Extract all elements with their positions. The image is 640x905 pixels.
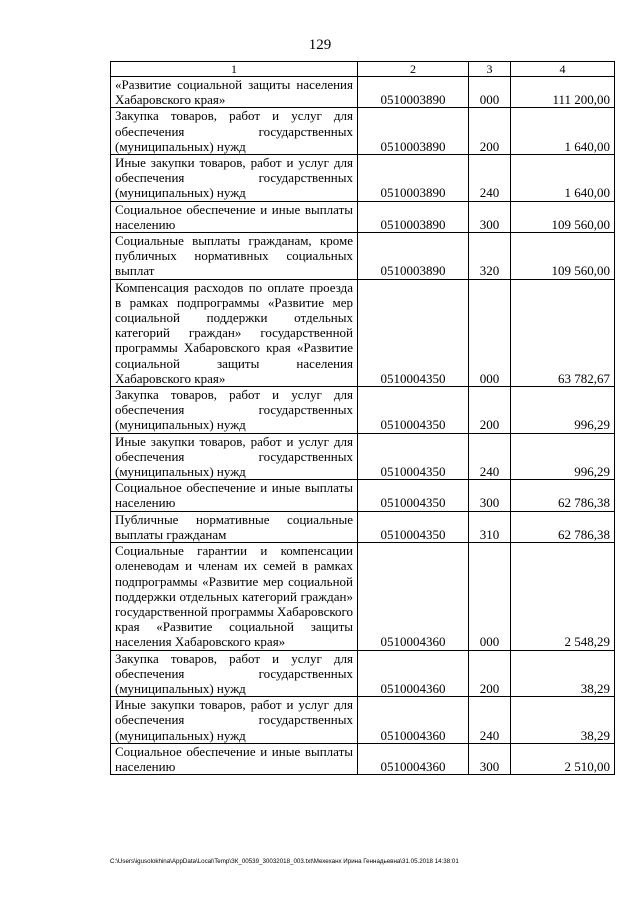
file-path-footer: C:\Users\igusolokhina\AppData\Local\Temp\ЗК_00539_30032018_003.txt\Мехеханх Ирина Геннадьевна\31.05.2018 14:38:01 [110,858,459,865]
row-kind-cell: 320 [469,233,511,280]
row-kind-cell: 000 [469,279,511,386]
row-amount-cell: 996,29 [511,433,615,480]
row-code-cell: 0510004360 [358,543,469,650]
row-name-cell: Закупка товаров, работ и услуг для обеспечения государственных (муниципальных) нужд [111,387,358,434]
row-name-cell: Социальные гарантии и компенсации оленеводам и членам их семей в рамках подпрограммы «Развитие мер социальной поддержки отдельных категорий граждан» государственной программы Хабаровского края «Развитие социальной защиты населения Хабаровского края» [111,543,358,650]
row-kind-cell: 240 [469,155,511,202]
row-code-cell: 0510004350 [358,511,469,542]
row-amount-cell: 38,29 [511,697,615,744]
row-amount-cell: 109 560,00 [511,233,615,280]
row-name-cell: Закупка товаров, работ и услуг для обеспечения государственных (муниципальных) нужд [111,650,358,697]
row-kind-cell: 300 [469,480,511,511]
row-code-cell: 0510004350 [358,480,469,511]
column-header-name: 1 [111,62,358,77]
table-row [111,511,615,542]
row-code-cell: 0510003890 [358,77,469,108]
table-row [111,279,615,386]
row-code-cell: 0510004350 [358,387,469,434]
page-number: 129 [308,37,332,53]
row-kind-cell: 000 [469,543,511,650]
row-amount-cell: 62 786,38 [511,480,615,511]
row-kind-cell: 300 [469,201,511,232]
row-name-cell: Иные закупки товаров, работ и услуг для обеспечения государственных (муниципальных) нужд [111,155,358,202]
row-amount-cell: 63 782,67 [511,279,615,386]
table-row [111,233,615,280]
row-kind-cell: 200 [469,650,511,697]
row-amount-cell: 109 560,00 [511,201,615,232]
row-name-cell: Публичные нормативные социальные выплаты гражданам [111,511,358,542]
row-kind-cell: 200 [469,387,511,434]
table-row [111,650,615,697]
table-row [111,480,615,511]
row-amount-cell: 1 640,00 [511,108,615,155]
column-header-code: 2 [358,62,469,77]
row-name-cell: Иные закупки товаров, работ и услуг для обеспечения государственных (муниципальных) нужд [111,697,358,744]
row-name-cell: Закупка товаров, работ и услуг для обеспечения государственных (муниципальных) нужд [111,108,358,155]
row-code-cell: 0510004350 [358,433,469,480]
table-row [111,201,615,232]
table-row [111,108,615,155]
row-kind-cell: 310 [469,511,511,542]
row-amount-cell: 1 640,00 [511,155,615,202]
row-amount-cell: 996,29 [511,387,615,434]
row-kind-cell: 000 [469,77,511,108]
row-code-cell: 0510003890 [358,233,469,280]
table-row [111,543,615,650]
row-code-cell: 0510004360 [358,697,469,744]
row-code-cell: 0510004360 [358,743,469,774]
row-code-cell: 0510003890 [358,155,469,202]
row-code-cell: 0510003890 [358,201,469,232]
row-amount-cell: 2 510,00 [511,743,615,774]
table-row [111,77,615,108]
row-name-cell: Социальные выплаты гражданам, кроме публичных нормативных социальных выплат [111,233,358,280]
table-row [111,387,615,434]
table-row [111,433,615,480]
budget-table [110,61,615,775]
row-amount-cell: 38,29 [511,650,615,697]
table-row [111,697,615,744]
row-name-cell: «Развитие социальной защиты населения Хабаровского края» [111,77,358,108]
row-name-cell: Иные закупки товаров, работ и услуг для обеспечения государственных (муниципальных) нужд [111,433,358,480]
row-amount-cell: 62 786,38 [511,511,615,542]
table-header-row [111,62,615,77]
table-row [111,743,615,774]
column-header-amount: 4 [511,62,615,77]
row-name-cell: Социальное обеспечение и иные выплаты населению [111,201,358,232]
row-amount-cell: 2 548,29 [511,543,615,650]
row-kind-cell: 240 [469,697,511,744]
row-kind-cell: 200 [469,108,511,155]
row-code-cell: 0510003890 [358,108,469,155]
table-row [111,155,615,202]
row-name-cell: Компенсация расходов по оплате проезда в рамках подпрограммы «Развитие мер социальной поддержки отдельных категорий граждан» государственной программы Хабаровского края «Развитие социальной защиты населения Хабаровского края» [111,279,358,386]
row-code-cell: 0510004350 [358,279,469,386]
table-body [111,77,615,775]
row-name-cell: Социальное обеспечение и иные выплаты населению [111,743,358,774]
row-amount-cell: 111 200,00 [511,77,615,108]
column-header-kind: 3 [469,62,511,77]
row-code-cell: 0510004360 [358,650,469,697]
row-kind-cell: 300 [469,743,511,774]
row-kind-cell: 240 [469,433,511,480]
row-name-cell: Социальное обеспечение и иные выплаты населению [111,480,358,511]
